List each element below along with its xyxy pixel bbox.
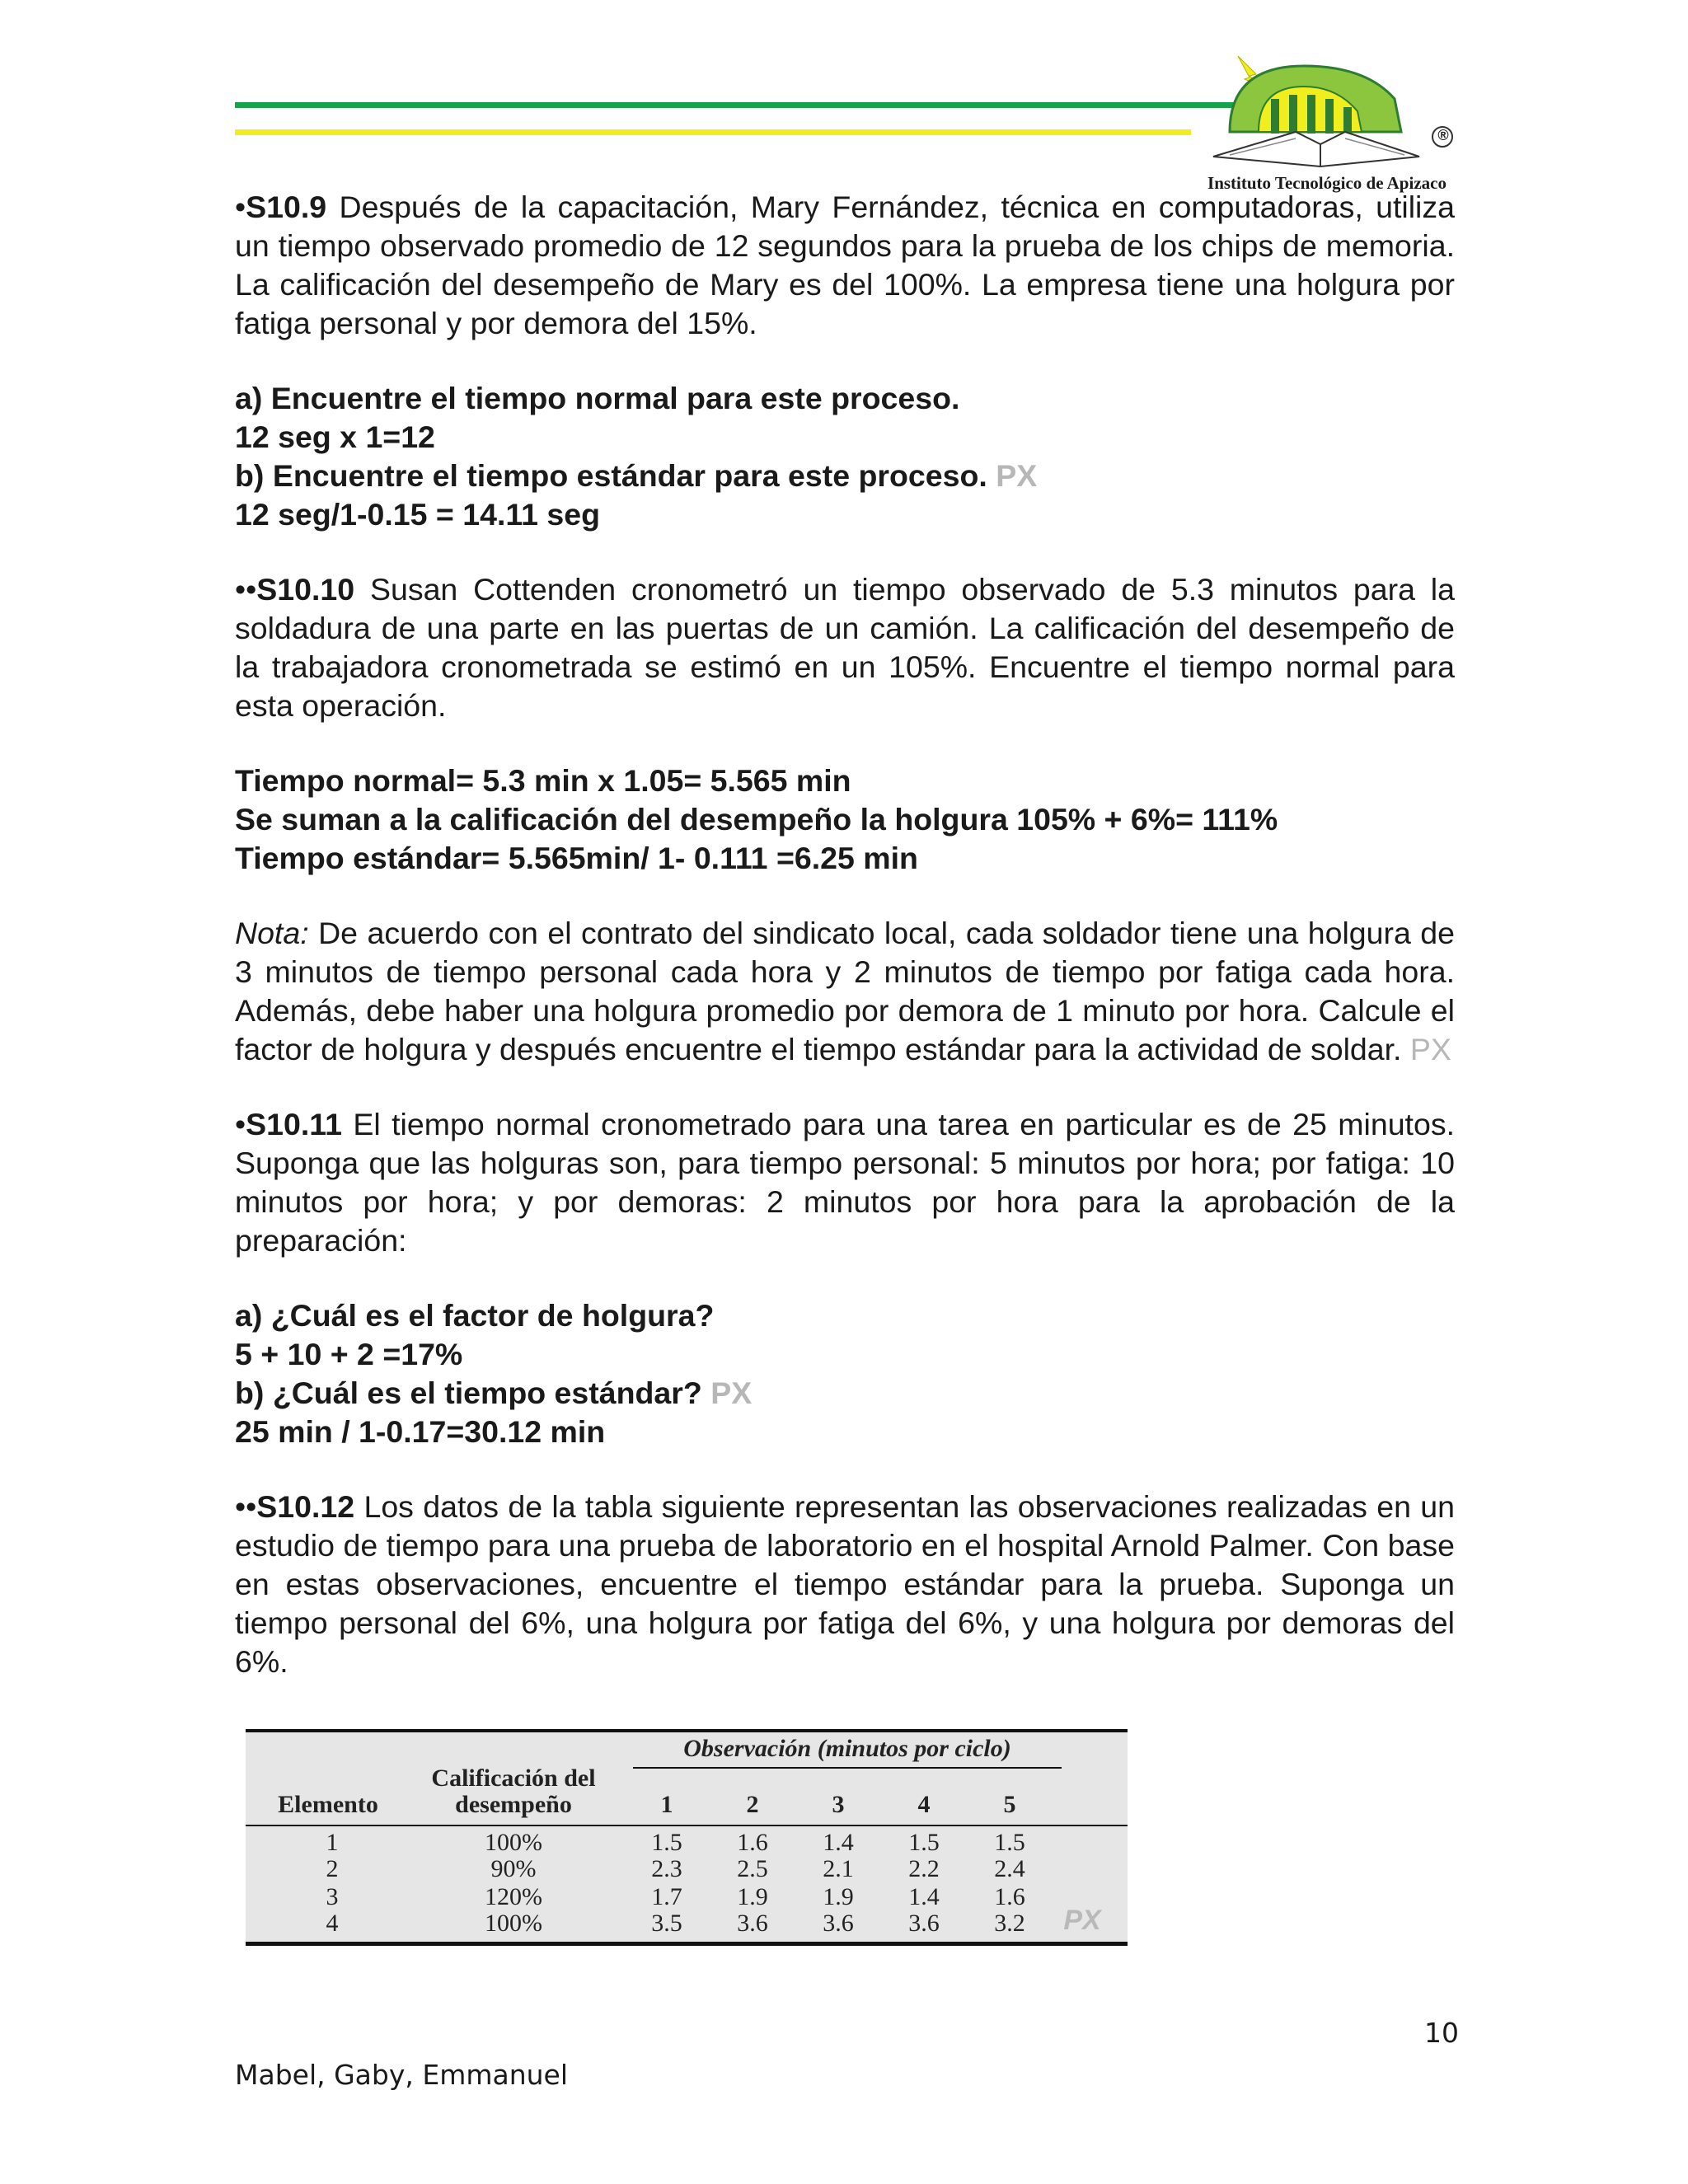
problem-text: Después de la capacitación, Mary Fernández, técnica en computadoras, utiliza un tiempo observado promedio de 12 segundos para la prueba de los chips de memoria. La calificación del desempeño de Mary es del 100%. La empresa tiene una holgura por fatiga personal y por demora del 15%. xyxy=(235,190,1455,340)
table-cell-obs: 3.2 xyxy=(994,1910,1025,1937)
problem-s10-10: ••S10.10 Susan Cottenden cronometró un tiempo observado de 5.3 minutos para la soldadura de una parte en las puertas de un camión. La calificación del desempeño de la trabajadora cronometrada se estimó en un 105%. Encuentre el tiempo normal para esta operación. xyxy=(235,572,1455,723)
header-green-rule xyxy=(235,102,1242,108)
problem-s10-9: •S10.9 Después de la capacitación, Mary Fernández, técnica en computadoras, utiliza un tiempo observado promedio de 12 segundos para la prueba de los chips de memoria. La calificación del desempeño de Mary es del 100%. La empresa tiene una holgura por fatiga personal y por demora del 15%. xyxy=(235,190,1455,340)
note-paragraph xyxy=(235,914,1455,1069)
column-header-obs-3: 3 xyxy=(832,1791,845,1818)
px-mark: PX xyxy=(1409,1032,1451,1066)
column-header-obs-1: 1 xyxy=(660,1791,673,1818)
institution-logo-icon xyxy=(1180,49,1461,173)
solution-line-3: Tiempo estándar= 5.565min/ 1- 0.111 =6.25 min xyxy=(235,841,918,875)
main-content xyxy=(235,188,1455,1681)
column-header-obs-4: 4 xyxy=(917,1791,931,1818)
px-mark: PX xyxy=(1063,1905,1101,1936)
problem-code: S10.9 xyxy=(246,190,327,224)
table-cell-obs: 2.2 xyxy=(908,1855,940,1882)
note-text: De acuerdo con el contrato del sindicato local, cada soldador tiene una holgura de 3 minutos de tiempo personal cada hora y 2 minutos de tiempo por fatiga cada hora. Además, debe haber una holgura promedio por demora de 1 minuto por hora. Calcule el factor de holgura y después encuentre el tiempo estándar para la actividad de soldar. xyxy=(235,916,1455,1066)
table-top-rule xyxy=(246,1729,1128,1732)
footer-authors: Mabel, Gaby, Emmanuel xyxy=(235,2059,569,2091)
note-label: Nota: xyxy=(235,916,309,950)
question-b xyxy=(235,1374,1455,1413)
observation-rule xyxy=(633,1767,1062,1769)
column-header-rating-line1: Calificación del xyxy=(431,1765,596,1792)
table-cell-obs: 1.5 xyxy=(651,1829,682,1856)
problem-s10-12: ••S10.12 Los datos de la tabla siguiente representan las observaciones realizadas en un estudio de tiempo para una prueba de laboratorio en el hospital Arnold Palmer. Con base en estas observaciones, encuentre el tiempo estándar para la prueba. Suponga un tiempo personal del 6%, una holgura por fatiga del 6%, y una holgura por demoras del 6%. xyxy=(235,1489,1455,1679)
table-cell-obs: 1.9 xyxy=(737,1883,768,1910)
table-cell-rating: 100% xyxy=(485,1910,542,1937)
column-header-element: Elemento xyxy=(278,1791,378,1818)
table-cell-element: 3 xyxy=(326,1883,339,1910)
table-cell-obs: 2.4 xyxy=(994,1855,1025,1882)
table-cell-obs: 2.3 xyxy=(651,1855,682,1882)
answer-b: 25 min / 1-0.17=30.12 min xyxy=(235,1414,606,1449)
table-cell-obs: 1.5 xyxy=(908,1829,940,1856)
table-cell-rating: 120% xyxy=(485,1883,542,1910)
answer-a: 5 + 10 + 2 =17% xyxy=(235,1337,463,1371)
table-cell-obs: 1.7 xyxy=(651,1883,682,1910)
table-cell-obs: 3.6 xyxy=(908,1910,940,1937)
question-b xyxy=(235,457,1455,495)
table-cell-obs: 1.4 xyxy=(908,1883,940,1910)
observation-title: Observación (minutos por ciclo) xyxy=(683,1735,1011,1762)
column-header-obs-5: 5 xyxy=(1003,1791,1016,1818)
table-bottom-rule xyxy=(246,1942,1128,1946)
px-mark: PX xyxy=(710,1376,753,1410)
solution-line-2: Se suman a la calificación del desempeño la holgura 105% + 6%= 111% xyxy=(235,802,1278,837)
table-cell-rating: 100% xyxy=(485,1829,542,1856)
table-cell-element: 1 xyxy=(326,1829,339,1856)
header-rule xyxy=(246,1825,1128,1826)
observation-table xyxy=(246,1729,1128,1946)
column-header-rating-line2: desempeño xyxy=(455,1791,572,1818)
table-cell-obs: 3.6 xyxy=(823,1910,854,1937)
table-cell-obs: 3.6 xyxy=(737,1910,768,1937)
problem-text: Los datos de la tabla siguiente representan las observaciones realizadas en un estudio de tiempo para una prueba de laboratorio en el hospital Arnold Palmer. Con base en estas observaciones, encuentre el tiempo estándar para la prueba. Suponga un tiempo personal del 6%, una holgura por fatiga del 6%, y una holgura por demoras del 6%. xyxy=(235,1489,1455,1679)
institution-name: Instituto Tecnológico de Apizaco xyxy=(1207,173,1447,193)
table-cell-element: 4 xyxy=(326,1910,339,1937)
problem-code: S10.12 xyxy=(256,1489,355,1524)
px-mark: PX xyxy=(996,458,1038,493)
problem-text: Susan Cottenden cronometró un tiempo observado de 5.3 minutos para la soldadura de una parte en las puertas de un camión. La calificación del desempeño de la trabajadora cronometrada se estimó en un 105%. Encuentre el tiempo normal para esta operación. xyxy=(235,572,1455,723)
column-header-obs-2: 2 xyxy=(746,1791,759,1818)
table-cell-obs: 1.4 xyxy=(823,1829,854,1856)
table-cell-obs: 2.1 xyxy=(823,1855,854,1882)
problem-code: S10.10 xyxy=(256,572,355,607)
question-a: a) ¿Cuál es el factor de holgura? xyxy=(235,1298,715,1333)
table-cell-obs: 1.6 xyxy=(994,1883,1025,1910)
problem-text: El tiempo normal cronometrado para una tarea en particular es de 25 minutos. Suponga que las holguras son, para tiempo personal: 5 minutos por hora; por fatiga: 10 minutos por hora; y por demoras: 2 minutos por hora para la aprobación de la preparación: xyxy=(235,1107,1455,1258)
table-cell-element: 2 xyxy=(326,1855,339,1882)
table-cell-obs: 1.9 xyxy=(823,1883,854,1910)
answer-a: 12 seg x 1=12 xyxy=(235,419,435,454)
page-number: 10 xyxy=(1424,2017,1459,2049)
table-cell-obs: 1.6 xyxy=(737,1829,768,1856)
registered-mark: ® xyxy=(1437,127,1449,143)
answer-b: 12 seg/1-0.15 = 14.11 seg xyxy=(235,497,601,532)
table-cell-rating: 90% xyxy=(490,1855,537,1882)
table-cell-obs: 2.5 xyxy=(737,1855,768,1882)
header-yellow-rule xyxy=(235,129,1191,135)
problem-code: S10.11 xyxy=(246,1107,342,1141)
table-cell-obs: 1.5 xyxy=(994,1829,1025,1856)
question-a: a) Encuentre el tiempo normal para este proceso. xyxy=(235,381,960,415)
table-cell-obs: 3.5 xyxy=(651,1910,682,1937)
solution-line-1: Tiempo normal= 5.3 min x 1.05= 5.565 min xyxy=(235,763,851,798)
problem-s10-11: •S10.11 El tiempo normal cronometrado para una tarea en particular es de 25 minutos. Suponga que las holguras son, para tiempo personal: 5 minutos por hora; por fatiga: 10 minutos por hora; y por demoras: 2 minutos por hora para la aprobación de la preparación: xyxy=(235,1107,1455,1258)
question-b-text: b) Encuentre el tiempo estándar para este proceso. xyxy=(235,458,987,493)
question-b-text: b) ¿Cuál es el tiempo estándar? xyxy=(235,1376,702,1410)
